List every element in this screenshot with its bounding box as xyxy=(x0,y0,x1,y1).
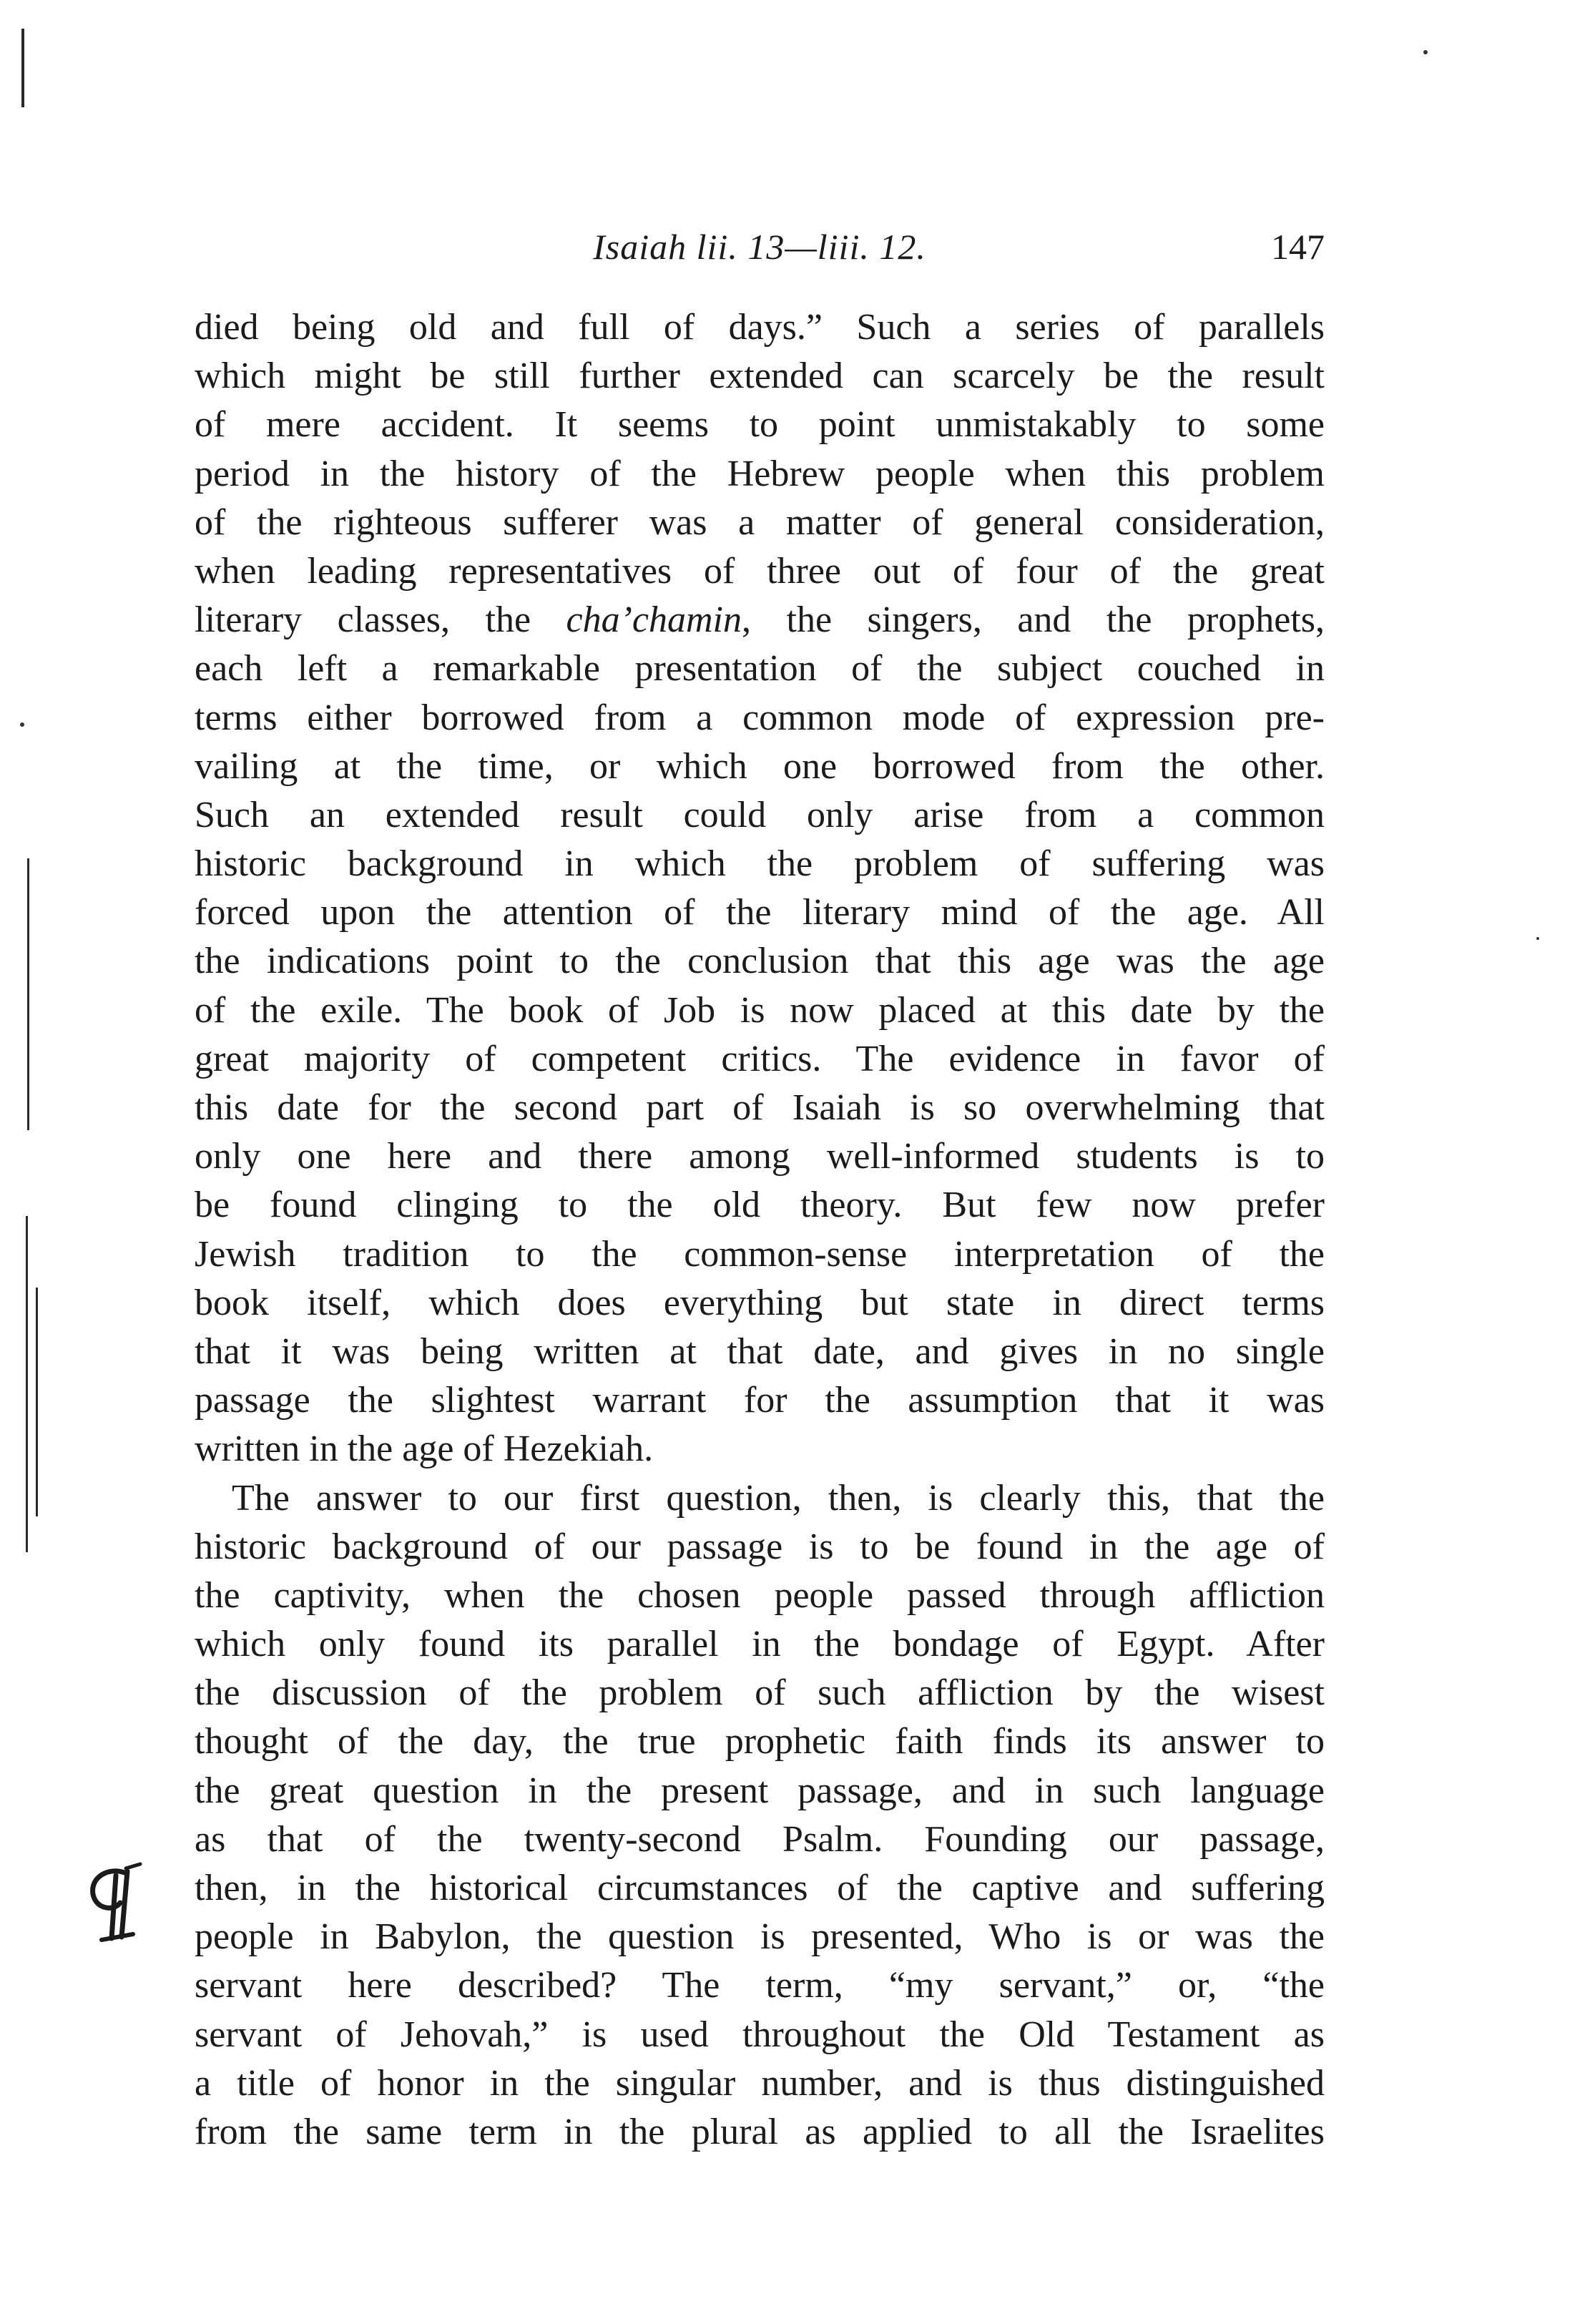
text-line: from the same term in the plural as applied to all the Israelites xyxy=(195,2111,1325,2152)
handwritten-pilcrow-mark xyxy=(80,1860,144,1953)
text-line: the indications point to the conclusion that this age was the age xyxy=(195,941,1325,982)
text-line: of mere accident. It seems to point unmistakably to some xyxy=(195,404,1325,446)
text-line: servant here described? The term, “my servant,” or, “the xyxy=(195,1965,1325,2006)
text-line: only one here and there among well-informed students is to xyxy=(195,1136,1325,1177)
text-line: written in the age of Hezekiah. xyxy=(195,1428,654,1470)
scan-edge-mark xyxy=(36,1288,38,1516)
paragraph xyxy=(195,303,1325,1474)
text-line: period in the history of the Hebrew people when this problem xyxy=(195,453,1325,494)
scan-speck xyxy=(1536,937,1539,940)
text-line: terms either borrowed from a common mode of expression pre- xyxy=(195,697,1325,738)
italic-term: cha’chamin xyxy=(566,599,742,641)
text-line: people in Babylon, the question is presented, Who is or was the xyxy=(195,1916,1325,1958)
text-line: Jewish tradition to the common-sense interpretation of the xyxy=(195,1233,1325,1275)
text-line: when leading representatives of three out of four of the great xyxy=(195,550,1325,592)
scan-speck xyxy=(20,722,24,727)
text-line: Such an extended result could only arise from a common xyxy=(195,794,1325,835)
scan-edge-mark xyxy=(21,29,24,107)
running-title: Isaiah lii. 13—liii. 12. xyxy=(593,227,926,267)
running-head xyxy=(195,226,1325,276)
page-number: 147 xyxy=(1271,227,1325,267)
text-line: each left a remarkable presentation of the subject couched in xyxy=(195,648,1325,690)
text-line: the great question in the present passage, and in such language xyxy=(195,1770,1325,1811)
text-line: forced upon the attention of the literary mind of the age. All xyxy=(195,892,1325,933)
text-line: vailing at the time, or which one borrowed from the other. xyxy=(195,745,1325,787)
text-line: book itself, which does everything but state in direct terms xyxy=(195,1282,1325,1323)
text-line: passage the slightest warrant for the assumption that it was xyxy=(195,1380,1325,1421)
text-line: be found clinging to the old theory. But few now prefer xyxy=(195,1185,1325,1226)
scan-edge-mark xyxy=(26,1216,28,1552)
text-line: a title of honor in the singular number, and is thus distinguished xyxy=(195,2062,1325,2104)
text-line: which only found its parallel in the bondage of Egypt. After xyxy=(195,1624,1325,1665)
text-line: historic background in which the problem of suffering was xyxy=(195,843,1325,885)
text-line: then, in the historical circumstances of the captive and suffering xyxy=(195,1868,1325,1908)
text-line: servant of Jehovah,” is used throughout the Old Testament as xyxy=(195,2014,1325,2055)
text-line: The answer to our first question, then, is clearly this, that the xyxy=(232,1477,1325,1519)
scan-edge-mark xyxy=(27,858,29,1130)
text-line: thought of the day, the true prophetic faith finds its answer to xyxy=(195,1721,1325,1762)
text-line: this date for the second part of Isaiah is so overwhelming that xyxy=(195,1087,1325,1128)
text-line: of the righteous sufferer was a matter of general consideration, xyxy=(195,501,1325,543)
text-line: which might be still further extended can scarcely be the result xyxy=(195,356,1325,397)
text-line: historic background of our passage is to be found in the age of xyxy=(195,1526,1325,1567)
body-text xyxy=(195,303,1325,2157)
text-line: died being old and full of days.” Such a series of parallels xyxy=(195,307,1325,348)
paragraph xyxy=(195,1474,1325,2157)
text-line: literary classes, the cha’chamin, the singers, and the prophets, xyxy=(195,599,1325,641)
text-line: the captivity, when the chosen people passed through affliction xyxy=(195,1574,1325,1616)
text-line: that it was being written at that date, and gives in no single xyxy=(195,1330,1325,1372)
text-line: as that of the twenty-second Psalm. Founding our passage, xyxy=(195,1818,1325,1860)
text-line: of the exile. The book of Job is now placed at this date by the xyxy=(195,989,1325,1031)
text-line: great majority of competent critics. The evidence in favor of xyxy=(195,1038,1325,1079)
scan-speck xyxy=(1423,50,1428,54)
text-line: the discussion of the problem of such affliction by the wisest xyxy=(195,1672,1325,1714)
